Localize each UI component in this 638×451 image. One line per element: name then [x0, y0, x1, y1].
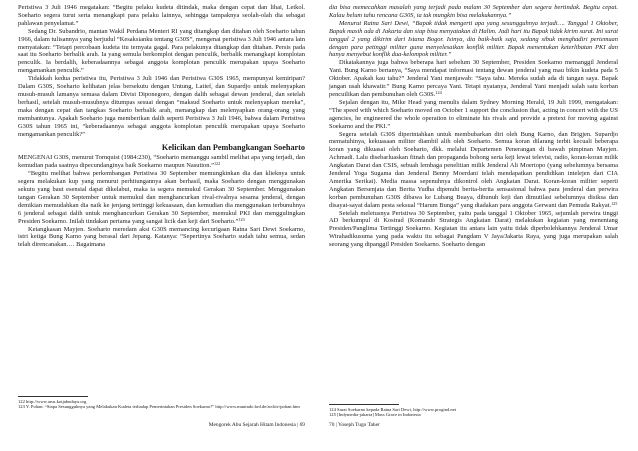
right-page [319, 0, 638, 451]
right-footnote-list [329, 407, 618, 418]
paragraph-text: Setelah meletusnya Peristiwa 30 September, yaitu pada tanggal 1 Oktober 1965, sejumlah perwira tinggi AD berkumpul di Kostrad (Komando Strategis Angkatan Darat) melakukan kegiatan yang menentang Presiden/Panglima Tertinggi Soekarno. Kegiatan itu antara lain yaitu tidak diperbolehkannya Jenderal Umar Wirahadikusuma yang pada waktu itu sebagai Pangdam V Jaya/Jakarta Raya, yang juga merupakan salah seorang yang dipanggil Presiden Soekarno. Soeharto dengan [329, 209, 618, 249]
left-paragraphs-after-heading [18, 154, 305, 249]
paragraph-text: Menurut Ratna Sari Dewi, “Bapak tidak mengerti apa yang sesungguhnya terjadi…. Tanggal 1 Oktober, Bapak masih ada di Jakarta dan siap bisa menyatakan di Halim. Jadi hari itu Bapak tidak kirim surat. Ini surat tanggal 2 yang dikirim dari Istana Bogor. Isinya, dia baik-baik saja, sedang sibuk menghadiri pertemuan dengan para petinggi militer guna menyelesaikan konflik militer. Bapak menentukan keterlibatan PKI dan hanya menyebut konflik dua-kelompok militer.” [329, 19, 618, 59]
paragraph [18, 28, 305, 75]
paragraph [329, 131, 618, 210]
paragraph [18, 154, 305, 170]
paragraph-text: Sedang Dr. Subandrio, mantan Wakil Perdana Menteri RI yang ditangkap dan ditahan oleh Soeharto tahun 1966, dalam tulisannya yang berjudul “Kesaksianku tentang G30S”, mengenai peristiwa 3 Juli 1946 antara lain menyatakan: “Tetapi percobaan kudeta itu ternyata gagal. Para pelakunya ditangkap dan ditahan. Persis pada saat itu Soeharto berbalik arah. Ia yang semula berkomplot dengan penculik, berbalik menangkapi komplotan penculik. Ia berdalih, keberadaannya sebagai anggota komplotan penculik merupakan upaya Soeharto mengamankan penculik.” [18, 27, 305, 75]
paragraph-text: Dikatakannya juga bahwa beberapa hari sebelum 30 September, Presiden Soekarno memanggil Jenderal Yani. Bung Karno bertanya, “Saya mendapat informasi tentang dewan jenderal yang mau bikin kudeta pada 5 Oktober. Apakah kau tahu?” Jenderal Yani menjawab: “Saya tahu. Mereka sudah ada di tangan saya. Bapak jangan usah khawatir.” Bung Karno percaya Yani. Tetapi nyatanya, Jenderal Yani menjadi salah satu korban pencuilikan dan pembunuhan oleh G30S. [329, 59, 618, 98]
paragraph [329, 99, 618, 131]
section-heading: Kelicikan dan Pembangkangan Soeharto [161, 143, 305, 153]
right-page-footer: 70 | Yoseph Tugo Taher [329, 422, 380, 428]
footnote-marker: 124 [435, 89, 442, 95]
right-column [319, 0, 638, 451]
footnote-marker: 125 [611, 200, 618, 206]
paragraph [18, 4, 305, 28]
paragraph-text: Peristiwa 3 Juli 1946 megatakan: “Begitu pelaku kudeta ditindak, maka dengan cepat dan lihai, Letkol. Soeharto segera turut serta menangkapi para pelaku lainnya, sehingga tampaknya seolah-olah dia sebagai pahlawan penyelamat.” [18, 4, 305, 27]
left-page-footer: Mengorek Abu Sejarah Hitam Indonesia | 69 [208, 422, 305, 428]
footnote-rule [329, 404, 399, 405]
paragraph [18, 75, 305, 138]
paragraph-text: dia bisa memecahkan masalah yang terjadi pada malam 30 September dan segera bertindak. Begitu cepat. Kalau belum tahu rencana G30S, ia tak mungkin bisa melakukannya.” [329, 4, 618, 19]
left-footnote-list [18, 399, 305, 410]
footnote-marker: 123 [238, 216, 245, 222]
paragraph [329, 210, 618, 250]
paragraph-text: “Begitu melihat bahwa perkembangan Peristiwa 30 September memungkinkan dia dan klieknya untuk segera melakukan kup yang menurut perhitungannya akan berhasil, maka Soeharto dengan menggunakan sekutu yang baut esensial dapat dikelabui, maka ia segera memukul Gerakan 30 September. Menggunakan tangan Gerakan 30 September untuk memukul dan menghancurkan rival-rivalnya sesama jenderal, dengan demikian memudahkan dia naik ke jenjang tertinggi kekuasaan, dan kemudian dia menggunakan terbunuhnya 6 jenderal sebagai dalih untuk menghancurkan Gerakan 30 September, memukul PKI dan menggulingkan Presiden Soekarno. Inilah tindakan pertama yang sangat licik dan keji dari Soeharto.” [18, 170, 305, 225]
paragraph-text: MENGENAI G30S, menurut Tornquist (1984:230), “Soeharto memanggu sambil melihat apa yang terjadi, dan kemudian pada saatnya dipecundanginya baik Soekarno maupun Nasution.” [18, 154, 305, 170]
paragraph [18, 226, 305, 250]
right-footnotes [329, 404, 618, 418]
paragraph [329, 20, 618, 60]
paragraph-text: Tidakkah kedua peristiwa itu, Peristiwa 3 Juli 1946 dan Peristiwa G30S 1965, mempunyai kemiripan? Dalam G30S, Soeharto kelihatan jelas bersekutu dengan Untung, Latief, dan Supardjo untuk melenyapkan musuh-musuh lamanya semasa dalam Divisi Diponegoro, dengan dalih sebagai dewan jenderal, dan setelah berhasil, setelah musuh-musuhnya ditumpas sesuai dengan “maksud Soeharto untuk melenyapkan mereka”, maka dengan cepat dan tangkas Soeharto berbalik arah, menangkap dan melenyapkan orang-orang yang membantunya. Apakah Soeharto juga memberikan dalih seperti Peristiwa 3 Juli 1946, bahwa dalam Peristiwa G30S tahun 1965 ini, “keberadaannya sebagai anggota komplotan penculik merupakan upaya Soeharto mengamankan penculik?” [18, 75, 305, 138]
right-paragraphs [329, 4, 618, 249]
paragraph [18, 170, 305, 225]
paragraph [329, 59, 618, 99]
left-paragraphs [18, 4, 305, 138]
paragraph-text: Ketangkasan Mayjen. Soeharto meredam aksi G30S memancing kecurigaan Ratna Sari Dewi Soekarno, istri ketiga Bung Karno yang berasal dari Jepang. Katanya: “Sepertinya Soeharto sudah tahu semua, sedan telah direncanakan…. Bagaimana [18, 225, 305, 249]
footnote-marker: 122 [213, 161, 221, 167]
footnote-rule [18, 396, 88, 397]
footnote: 122 http://www.arus.kotjabudaya.org [18, 399, 87, 404]
footnote: 124 Surat Soekarno kepada Ratna Sari Dewi, http://www.progind.net [329, 407, 457, 412]
paragraph [329, 4, 618, 20]
left-footnotes [18, 396, 305, 410]
footnote: 123 Y. Pohan: “Siapa Sesungguhnya yang Melakukan Kudeta terhadap Pemerintahan Presiden Soekarno?” http://www.munindo.brd.de/archiv/pohan.htm [18, 404, 300, 410]
paragraph-text: Sejalan dengan itu, Mike Head yang menulis dalam Sydney Morning Herald, 19 Juli 1999, mengatakan: “The speed with which Soeharto moved on October 1 support the conclusion that, acting in concert with the US agencies, he engineered the whole operation to eliminate his rivals and provide a pretext for moving against Soekarno and the PKI.” [329, 98, 618, 130]
footnote: 125 [Indymedia-jakarta] Mass Grave in Indonesia [329, 412, 421, 418]
paragraph-text: Segera setelah G30S diperintahkan untuk membubarkan diri oleh Bung Karno, dan Brigjen. Supardjo mematuhinya, kekuasaan militer diambil alih oleh Soeharto. Semua koran dilarang terbit kecuali beberapa koran yang dikuasai oleh Soeharto, dkk. melalui Departemen Penerangan di bawah pimpinan Mayjen. Achmadi. Lalu disebarluaskan fitnah dan propaganda bohong serta keji lewat televisi, radio, koran-koran milik Angkatan Darat dan CSIS, sebuah lembaga penelitian milik Jenderal Ali Moertopo (yang sebelumnya bersama Jenderal Yoga Sugama dan Jenderal Benny Moerdani telah mendapatkan pendidikan intelejen dari CIA Amerika Serikat). Media massa sepenuhnya dikontrol oleh Angkatan Darat. Koran-koran militer seperti Angkatan Bersenjata dan Berita Yudha dipenuhi berita-berita sensasional bahwa para jenderal dan perwira korban pembunuhan G30S dibawa ke Lubang Buaya, dibunuh keji dan dimutilasi sebelumnya disiksa dan disayat-sayat dalam pesta seksual “Harum Bunga” yang diadakan para anggota Gerwani dan Pemuda Rakyat. [329, 130, 618, 209]
